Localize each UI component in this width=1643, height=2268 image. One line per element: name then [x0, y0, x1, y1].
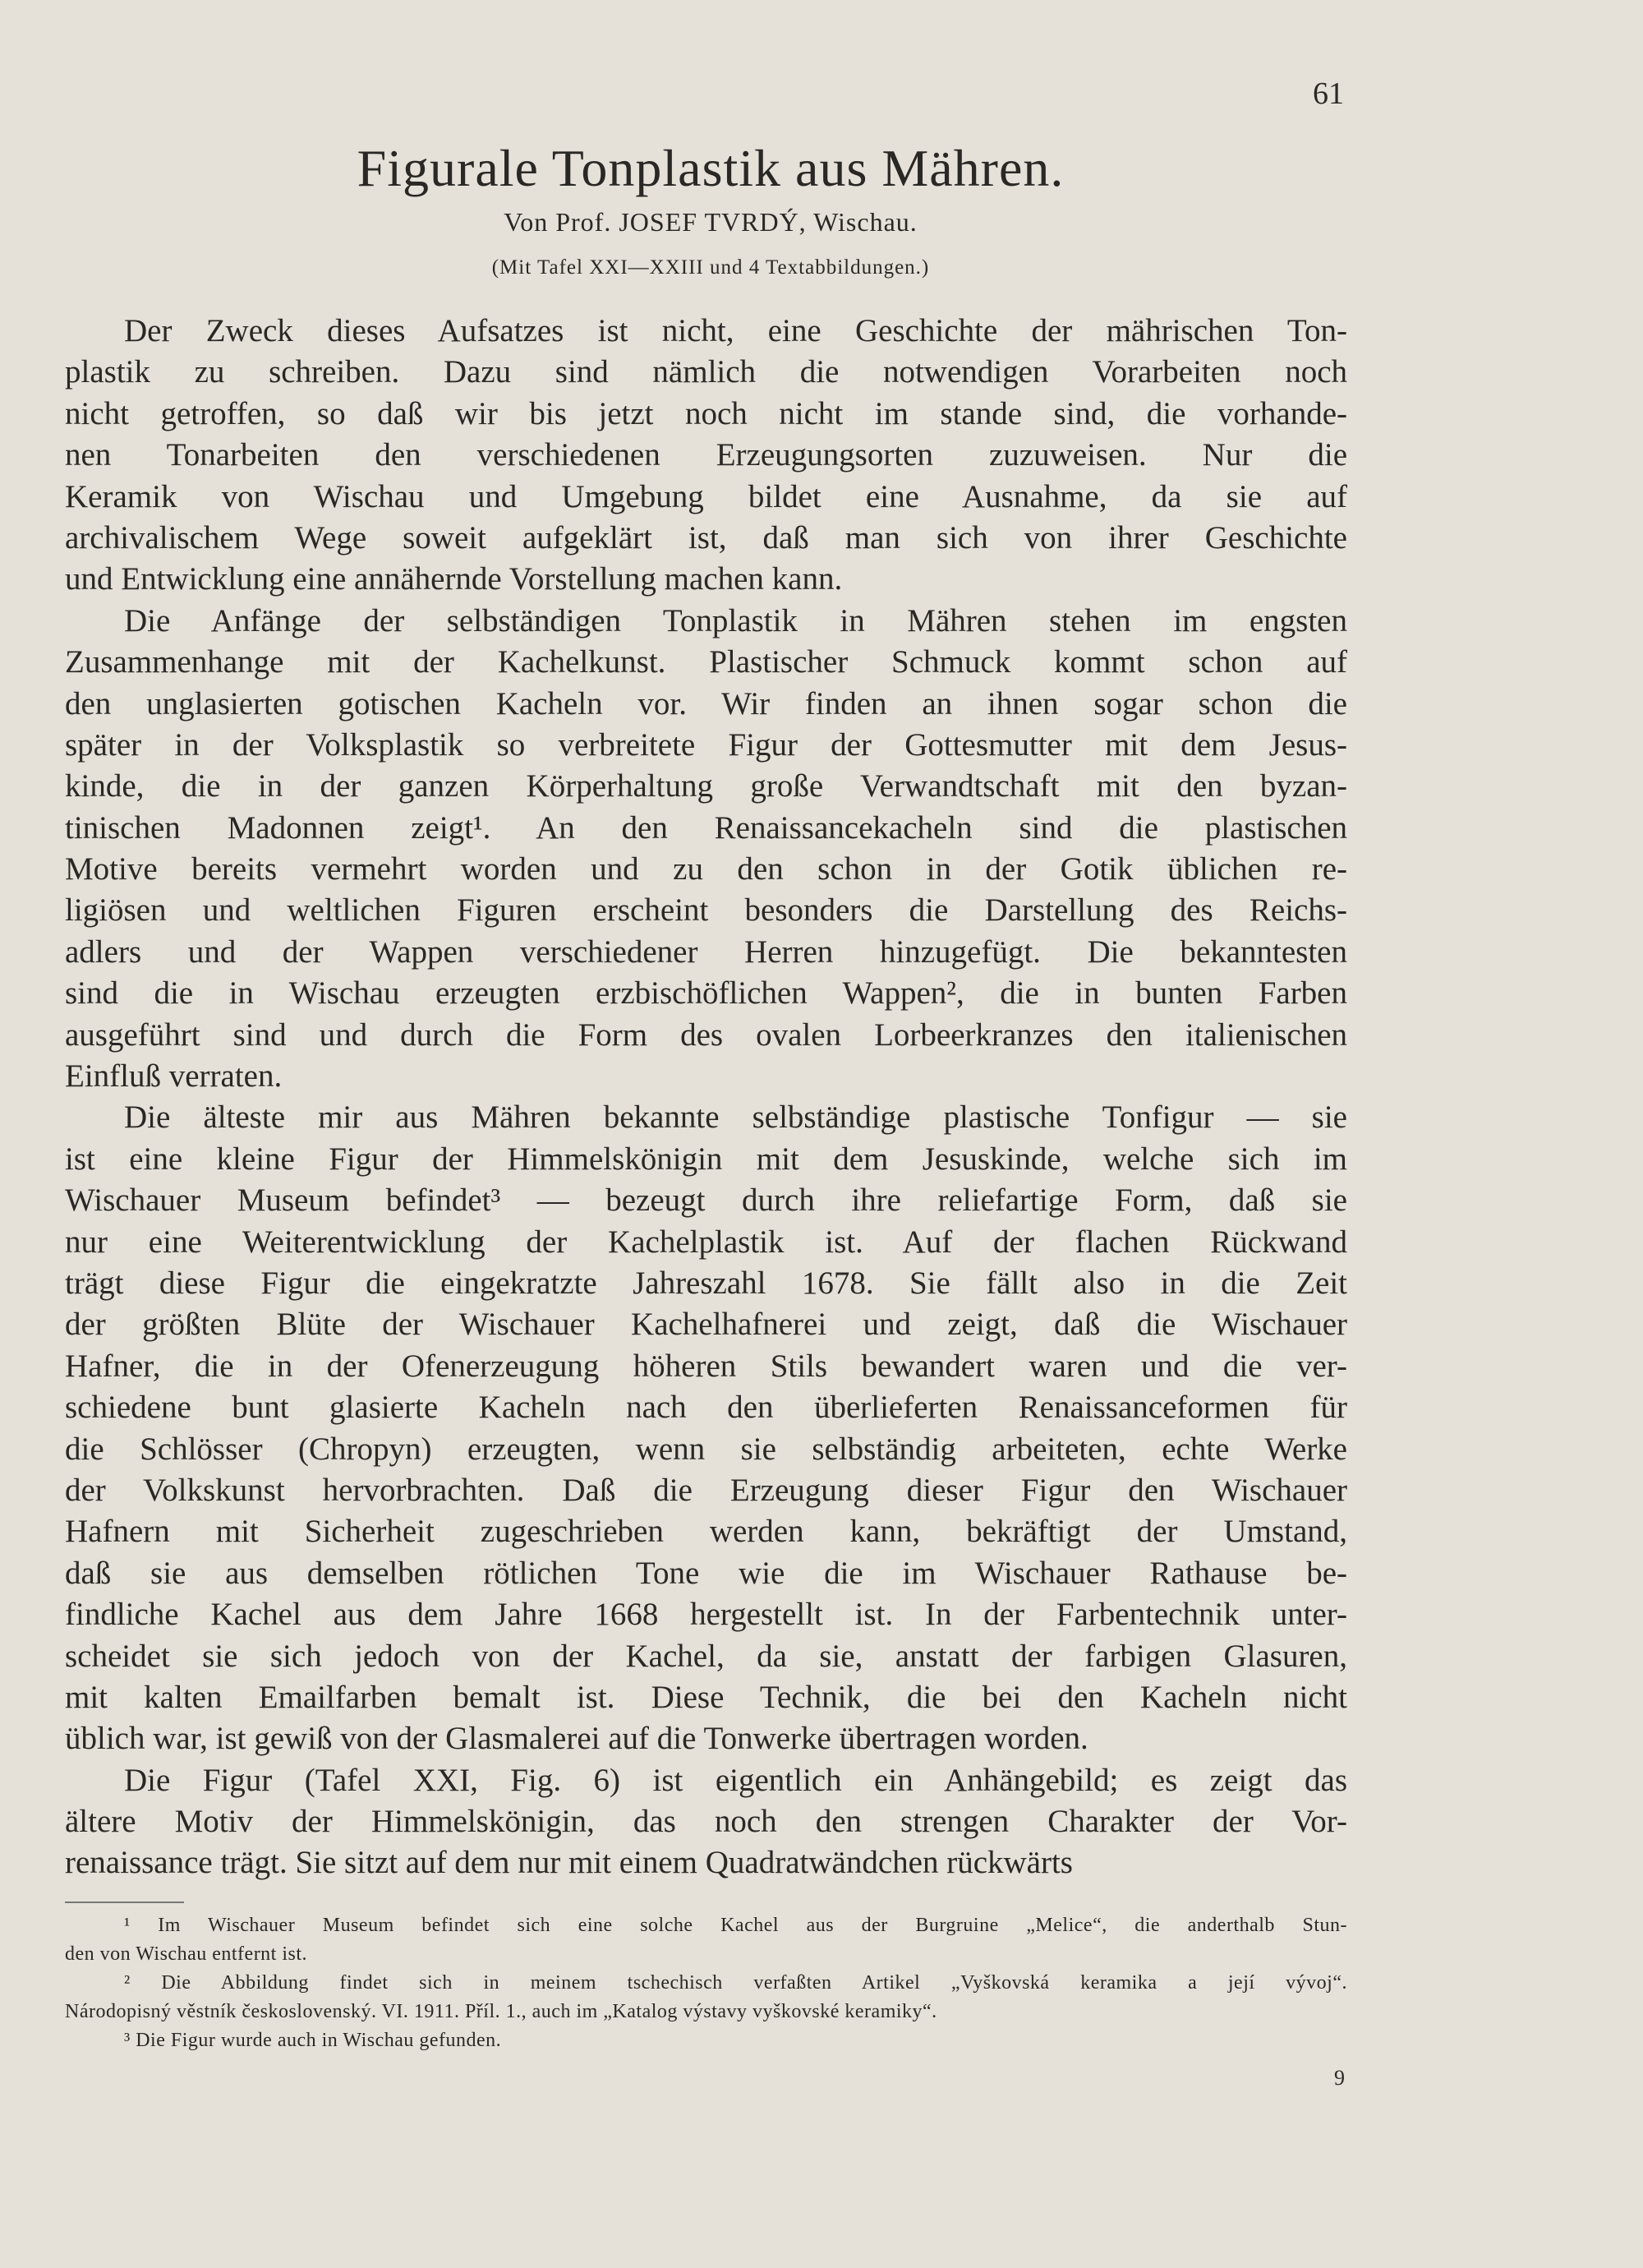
text-line: nur eine Weiterentwicklung der Kachelplastik ist. Auf der flachen Rückwand: [65, 1224, 1347, 1260]
page-number: 61: [1313, 76, 1344, 111]
text-line: Motive bereits vermehrt worden und zu den schon in der Gotik üblichen re-: [65, 851, 1347, 887]
text-line: nen Tonarbeiten den verschiedenen Erzeugungsorten zuzuweisen. Nur die: [65, 437, 1347, 473]
footnote-line: ¹ Im Wischauer Museum befindet sich eine solche Kachel aus der Burgruine „Melice“, die anderthalb Stun-: [124, 1915, 1347, 1936]
footnotes: [65, 1911, 1347, 2055]
plates-note: (Mit Tafel XXI—XXIII und 4 Textabbildungen.): [491, 256, 930, 279]
text-line: scheidet sie sich jedoch von der Kachel, da sie, anstatt der farbigen Glasuren,: [65, 1638, 1347, 1674]
text-line: Hafnern mit Sicherheit zugeschrieben werden kann, bekräftigt der Umstand,: [65, 1514, 1347, 1550]
text-line: trägt diese Figur die eingekratzte Jahreszahl 1678. Sie fällt also in die Zeit: [65, 1265, 1347, 1301]
text-line: Der Zweck dieses Aufsatzes ist nicht, eine Geschichte der mährischen Ton-: [124, 313, 1347, 348]
text-line: mit kalten Emailfarben bemalt ist. Diese Technik, die bei den Kacheln nicht: [65, 1679, 1347, 1715]
text-line: nicht getroffen, so daß wir bis jetzt noch nicht im stande sind, die vorhande-: [65, 395, 1347, 431]
footnote-divider: [65, 1902, 184, 1903]
footnote-line: ² Die Abbildung findet sich in meinem tschechisch verfaßten Artikel „Vyškovská keramika a její vývoj“.: [124, 1972, 1347, 1994]
text-line: Keramik von Wischau und Umgebung bildet eine Ausnahme, da sie auf: [65, 478, 1347, 514]
text-line: und Entwicklung eine annähernde Vorstellung machen kann.: [65, 561, 843, 597]
text-line: Hafner, die in der Ofenerzeugung höheren Stils bewandert waren und die ver-: [65, 1348, 1347, 1384]
text-line: Einfluß verraten.: [65, 1058, 283, 1095]
text-line: Die älteste mir aus Mähren bekannte selbständige plastische Tonfigur — sie: [124, 1099, 1347, 1136]
footnote-line: Národopisný věstník československý. VI. 1911. Příl. 1., auch im „Katalog výstavy vyškovské keramiky“.: [65, 2001, 937, 2022]
text-line: Die Anfänge der selbständigen Tonplastik in Mähren stehen im engsten: [124, 602, 1347, 638]
footnote-line: ³ Die Figur wurde auch in Wischau gefunden.: [124, 2030, 502, 2051]
signature-mark: 9: [1334, 2066, 1345, 2090]
text-line: den unglasierten gotischen Kacheln vor. Wir finden an ihnen sogar schon die: [65, 685, 1347, 721]
text-line: die Schlösser (Chropyn) erzeugten, wenn sie selbständig arbeiteten, echte Werke: [65, 1431, 1347, 1467]
text-line: daß sie aus demselben rötlichen Tone wie die im Wischauer Rathause be-: [65, 1555, 1347, 1591]
text-line: tinischen Madonnen zeigt¹. An den Renaissancekacheln sind die plastischen: [65, 809, 1347, 846]
text-line: archivalischem Wege soweit aufgeklärt ist, daß man sich von ihrer Geschichte: [65, 519, 1347, 555]
text-line: ältere Motiv der Himmelskönigin, das noch den strengen Charakter der Vor-: [65, 1804, 1347, 1840]
author-byline: Von Prof. JOSEF TVRDÝ, Wischau.: [504, 207, 918, 237]
article-title: Figurale Tonplastik aus Mähren.: [357, 139, 1065, 197]
text-line: Wischauer Museum befindet³ — bezeugt durch ihre reliefartige Form, daß sie: [65, 1182, 1347, 1219]
text-line: plastik zu schreiben. Dazu sind nämlich die notwendigen Vorarbeiten noch: [65, 354, 1347, 390]
text-line: ausgeführt sind und durch die Form des ovalen Lorbeerkranzes den italienischen: [65, 1016, 1347, 1053]
text-line: renaissance trägt. Sie sitzt auf dem nur mit einem Quadratwändchen rückwärts: [65, 1845, 1073, 1881]
text-line: findliche Kachel aus dem Jahre 1668 hergestellt ist. In der Farbentechnik unter-: [65, 1597, 1347, 1633]
text-line: üblich war, ist gewiß von der Glasmalerei auf die Tonwerke übertragen worden.: [65, 1721, 1088, 1757]
text-line: später in der Volksplastik so verbreitete Figur der Gottesmutter mit dem Jesus-: [65, 726, 1347, 763]
text-line: kinde, die in der ganzen Körperhaltung große Verwandtschaft mit den byzan-: [65, 768, 1347, 804]
text-line: sind die in Wischau erzeugten erzbischöflichen Wappen², die in bunten Farben: [65, 975, 1347, 1012]
text-line: Zusammenhange mit der Kachelkunst. Plastischer Schmuck kommt schon auf: [65, 644, 1347, 680]
article-body: [65, 311, 1347, 1884]
text-line: schiedene bunt glasierte Kacheln nach den überlieferten Renaissanceformen für: [65, 1390, 1347, 1426]
text-line: Die Figur (Tafel XXI, Fig. 6) ist eigentlich ein Anhängebild; es zeigt das: [124, 1762, 1347, 1798]
text-line: ist eine kleine Figur der Himmelskönigin mit dem Jesuskinde, welche sich im: [65, 1141, 1347, 1177]
text-line: adlers und der Wappen verschiedener Herren hinzugefügt. Die bekanntesten: [65, 933, 1347, 970]
text-line: ligiösen und weltlichen Figuren erscheint besonders die Darstellung des Reichs-: [65, 892, 1347, 929]
text-line: der größten Blüte der Wischauer Kachelhafnerei und zeigt, daß die Wischauer: [65, 1307, 1347, 1343]
text-line: der Volkskunst hervorbrachten. Daß die Erzeugung dieser Figur den Wischauer: [65, 1472, 1347, 1508]
footnote-line: den von Wischau entfernt ist.: [65, 1943, 308, 1965]
